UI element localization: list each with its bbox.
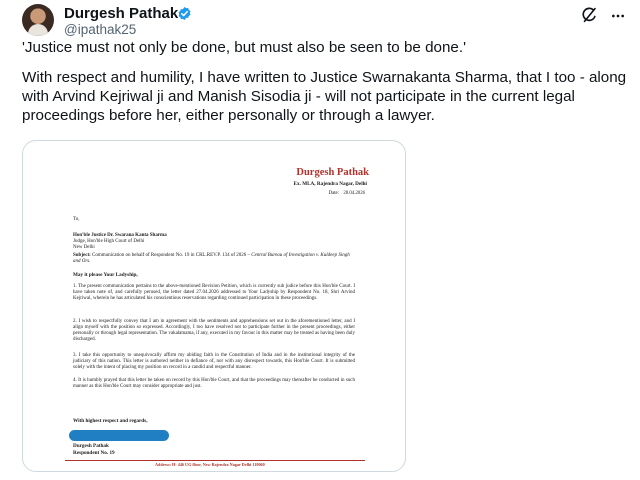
attached-letter-image[interactable] — [22, 140, 406, 472]
letterhead-name: Durgesh Pathak — [296, 167, 369, 178]
post-paragraph-quote: 'Justice must not only be done, but must also be seen to be done.' — [22, 39, 466, 56]
letter-salutation: May it please Your Ladyship, — [73, 272, 138, 278]
verified-badge-icon — [177, 6, 192, 21]
letter-subject — [73, 253, 355, 265]
addressee-line-2: Judge, Hon'ble High Court of Delhi — [73, 239, 145, 245]
letter-document — [35, 147, 395, 467]
subject-text: Communication on behalf of Respondent No. 19 in CRL.REV.P. 134 of 2026 – — [90, 253, 252, 258]
more-options-icon[interactable] — [610, 8, 626, 24]
user-handle[interactable]: @ipathak25 — [64, 22, 137, 37]
grok-icon[interactable] — [580, 6, 598, 24]
letter-date-label: Date: — [328, 191, 339, 196]
signer-role: Respondent No. 19 — [73, 450, 115, 456]
subject-case: Central Bureau of Investigation v. Kuldeep Singh and Ors. — [73, 253, 350, 265]
letter-paragraph-2: 2. I wish to respectfully convey that I am in agreement with the sentiments and apprehensions set out in the aforementioned letter, and I align myself with the position so expressed. Accordingly, I too have resolved not to participate further in the present proceedings, either personally or through legal representation. The vakalatnama, if any, executed in my favour in this matter may be treated as having been duly discharged. — [73, 319, 355, 342]
letterhead-subtitle: Ex. MLA, Rajendra Nagar, Delhi — [293, 181, 367, 187]
footer-divider — [65, 460, 365, 461]
signer-name: Durgesh Pathak — [73, 443, 109, 449]
letter-date: 28.04.2026 — [343, 191, 365, 196]
letter-paragraph-1: 1. The present communication pertains to the above-mentioned Revision Petition, which is currently sub judice before this Hon'ble Court. I have taken note of, and carefully perused, the letter dated 27.04.2026 addressed to Your Ladyship by Respondent No. 18, Shri Arvind Kejriwal, wherein he has articulated his conscientious reservations regarding continued participation in these proceedings. — [73, 284, 355, 301]
post-text — [22, 38, 630, 136]
letter-addressee — [73, 233, 167, 252]
addressee-name: Hon'ble Justice Dr. Swarana Kanta Sharma — [73, 233, 167, 238]
addressee-line-3: New Delhi — [73, 245, 95, 251]
letter-footer-address: Address: H- 446 UG floor, New Rajendra Nagar Delhi 110060 — [155, 462, 265, 467]
redacted-signature — [69, 430, 169, 441]
display-name[interactable]: Durgesh Pathak — [64, 5, 179, 22]
letter-closing: With highest respect and regards, — [73, 418, 148, 424]
letter-paragraph-3: 3. I take this opportunity to unequivocally affirm my abiding faith in the Constitution of India and in the institutional integrity of the judiciary of this nation. This letter is authored neither in defiance of, nor with any disrespect towards, this Hon'ble Court. It is submitted solely with the intent of placing my position on record in a candid and respectful manner. — [73, 353, 355, 370]
avatar[interactable] — [22, 4, 54, 36]
letter-paragraph-4: 4. It is humbly prayed that this letter be taken on record by this Hon'ble Court, and that the proceedings may thereafter be conducted in such manner as this Hon'ble Court may consider appropriate and just. — [73, 378, 355, 389]
letter-to-label: To, — [73, 217, 80, 222]
post-paragraph-body: With respect and humility, I have written to Justice Swarnakanta Sharma, that I too - along with Arvind Kejriwal ji and Manish Sisodia ji - will not participate in the current legal proceedings before her, either personally or through a lawyer. — [22, 69, 627, 124]
subject-label: Subject: — [73, 253, 91, 258]
post-header — [22, 2, 622, 38]
